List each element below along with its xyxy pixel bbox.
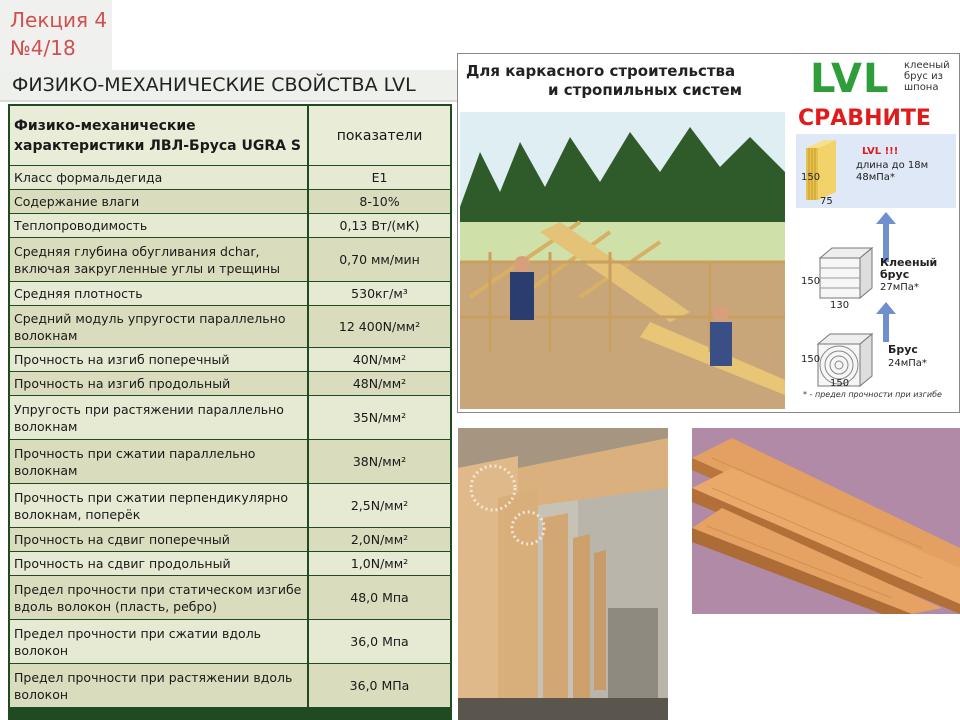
property-name: Теплопроводимость — [10, 214, 309, 237]
table-row — [10, 238, 450, 282]
lecture-number: Лекция 4 — [10, 8, 108, 32]
glulam-width-dim: 130 — [830, 300, 850, 311]
property-value: 36,0 МПа — [349, 678, 410, 693]
timber-width-dim: 150 — [830, 378, 850, 389]
advert-headline-1: Для каркасного строительства — [466, 62, 736, 80]
table-row — [10, 664, 450, 708]
property-name: Предел прочности при растяжении вдоль волокон — [10, 664, 309, 707]
table-row — [10, 214, 450, 238]
glulam-beam-icon — [816, 244, 876, 300]
lvl-strength: 48мПа* — [856, 172, 895, 183]
up-arrow-icon — [876, 302, 896, 342]
property-name: Средняя плотность — [10, 282, 309, 305]
property-name: Прочность на сдвиг продольный — [10, 552, 309, 575]
compare-heading: СРАВНИТЕ — [798, 106, 931, 131]
property-value: 0,13 Вт/(мК) — [339, 218, 420, 233]
lvl-brand: LVL — [810, 56, 890, 102]
table-row — [10, 620, 450, 664]
table-row — [10, 528, 450, 552]
property-name: Прочность на сдвиг поперечный — [10, 528, 309, 551]
lecture-label — [0, 0, 112, 70]
table-row — [10, 440, 450, 484]
lvl-height-dim: 150 — [801, 172, 821, 183]
property-name: Средний модуль упругости параллельно волокнам — [10, 306, 309, 347]
property-value: 48,0 Мпа — [350, 590, 409, 605]
lvl-compare-label: LVL !!! — [862, 146, 899, 157]
lvl-beams-photo — [692, 428, 960, 614]
timber-label: Брус — [888, 343, 918, 356]
table-header-row — [10, 106, 450, 166]
construction-photo — [460, 112, 785, 409]
property-value: 2,5N/мм² — [350, 498, 409, 513]
property-value: 38N/мм² — [352, 454, 407, 469]
advert-footnote: * - предел прочности при изгибе — [803, 390, 942, 399]
lvl-brand-note: клееный брус из шпона — [904, 60, 950, 93]
property-value: 530кг/м³ — [351, 286, 408, 301]
glulam-label: Клееный — [880, 256, 938, 269]
page-title-bar — [0, 70, 462, 102]
property-value: 36,0 Мпа — [350, 634, 409, 649]
property-value: 12 400N/мм² — [338, 319, 421, 334]
property-name: Предел прочности при сжатии вдоль волокон — [10, 620, 309, 663]
table-row — [10, 552, 450, 576]
table-row — [10, 396, 450, 440]
property-value: показатели — [336, 127, 423, 144]
property-value: 8-10% — [359, 194, 400, 209]
property-value: 35N/мм² — [352, 410, 407, 425]
slide-number: №4/18 — [10, 36, 76, 60]
table-row — [10, 576, 450, 620]
lvl-width-dim: 75 — [820, 196, 833, 207]
property-value: 40N/мм² — [352, 352, 407, 367]
glulam-label-2: брус — [880, 268, 910, 281]
property-name: Средняя глубина обугливания dchar, включая закругленные углы и трещины — [10, 238, 309, 281]
property-value: 2,0N/мм² — [350, 532, 409, 547]
property-name: Прочность при сжатии перпендикулярно волокнам, поперёк — [10, 484, 309, 527]
property-name: Предел прочности при статическом изгибе вдоль волокон (пласть, ребро) — [10, 576, 309, 619]
table-row — [10, 484, 450, 528]
property-name: Упругость при растяжении параллельно волокнам — [10, 396, 309, 439]
timber-strength: 24мПа* — [888, 358, 927, 369]
table-row — [10, 372, 450, 396]
property-value: 48N/мм² — [352, 376, 407, 391]
glulam-height-dim: 150 — [801, 276, 821, 287]
property-name: Класс формальдегида — [10, 166, 309, 189]
table-row — [10, 306, 450, 348]
glulam-strength: 27мПа* — [880, 282, 919, 293]
property-value: E1 — [371, 170, 388, 185]
advert-headline-2: и стропильных систем — [548, 81, 742, 99]
property-value: 0,70 мм/мин — [339, 252, 420, 267]
lvl-frame-photo — [458, 428, 668, 720]
property-name: Физико-механические характеристики ЛВЛ-Бруса UGRA S — [10, 106, 309, 165]
property-value: 1,0N/мм² — [350, 556, 409, 571]
property-name: Прочность на изгиб поперечный — [10, 348, 309, 371]
property-name: Содержание влаги — [10, 190, 309, 213]
table-row — [10, 282, 450, 306]
lvl-advert — [457, 53, 960, 413]
lvl-length-note: длина до 18м — [856, 160, 929, 171]
property-name: Прочность на изгиб продольный — [10, 372, 309, 395]
timber-height-dim: 150 — [801, 354, 821, 365]
property-name: Прочность при сжатии параллельно волокнам — [10, 440, 309, 483]
page-title: ФИЗИКО-МЕХАНИЧЕСКИЕ СВОЙСТВА LVL — [12, 74, 416, 96]
table-row — [10, 190, 450, 214]
up-arrow-icon — [876, 212, 896, 262]
table-row — [10, 166, 450, 190]
properties-table — [8, 104, 452, 720]
table-row — [10, 348, 450, 372]
